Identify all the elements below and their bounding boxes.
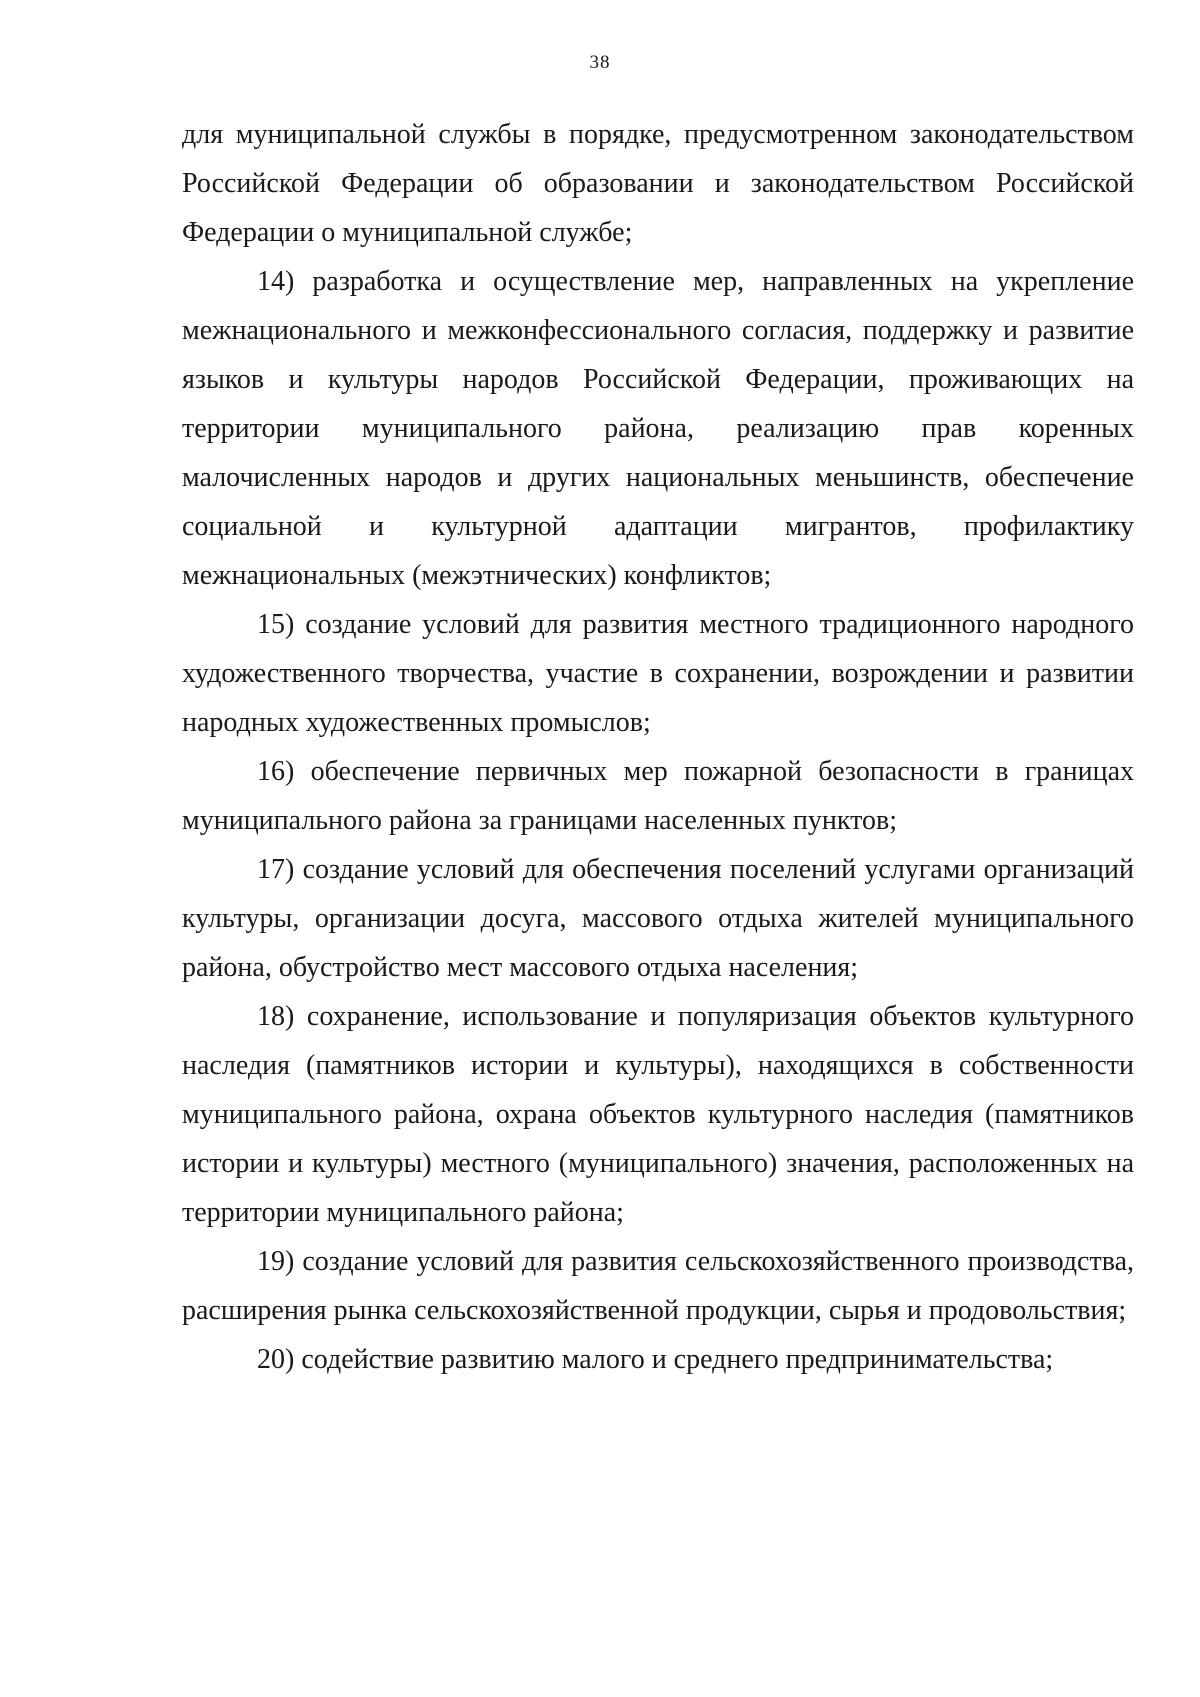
paragraph-item-16: 16) обеспечение первичных мер пожарной безопасности в границах муниципального района за границами населенных пунктов; <box>182 756 1134 836</box>
paragraph-continuation: для муниципальной службы в порядке, предусмотренном законодательством Российской Федерации об образовании и законодательством Российской Федерации о муниципальной службе; <box>182 119 1134 248</box>
paragraph-item-14: 14) разработка и осуществление мер, направленных на укрепление межнационального и межконфессионального согласия, поддержку и развитие языков и культуры народов Российской Федерации, проживающих на территории муниципального района, реализацию прав коренных малочисленных народов и других национальных меньшинств, обеспечение социальной и культурной адаптации мигрантов, профилактику межнациональных (межэтнических) конфликтов; <box>182 266 1134 591</box>
page-number: 38 <box>589 52 611 73</box>
paragraph-item-15: 15) создание условий для развития местного традиционного народного художественного творчества, участие в сохранении, возрождении и развитии народных художественных промыслов; <box>182 609 1134 738</box>
paragraph-item-17: 17) создание условий для обеспечения поселений услугами организаций культуры, организации досуга, массового отдыха жителей муниципального района, обустройство мест массового отдыха населения; <box>182 854 1134 983</box>
paragraph-item-20: 20) содействие развитию малого и среднего предпринимательства; <box>257 1344 1054 1375</box>
document-body <box>182 110 1134 1384</box>
paragraph-item-18: 18) сохранение, использование и популяризация объектов культурного наследия (памятников истории и культуры), находящихся в собственности муниципального района, охрана объектов культурного наследия (памятников истории и культуры) местного (муниципального) значения, расположенных на территории муниципального района; <box>182 1001 1134 1228</box>
paragraph-item-19: 19) создание условий для развития сельскохозяйственного производства, расширения рынка сельскохозяйственной продукции, сырья и продовольствия; <box>182 1246 1134 1326</box>
